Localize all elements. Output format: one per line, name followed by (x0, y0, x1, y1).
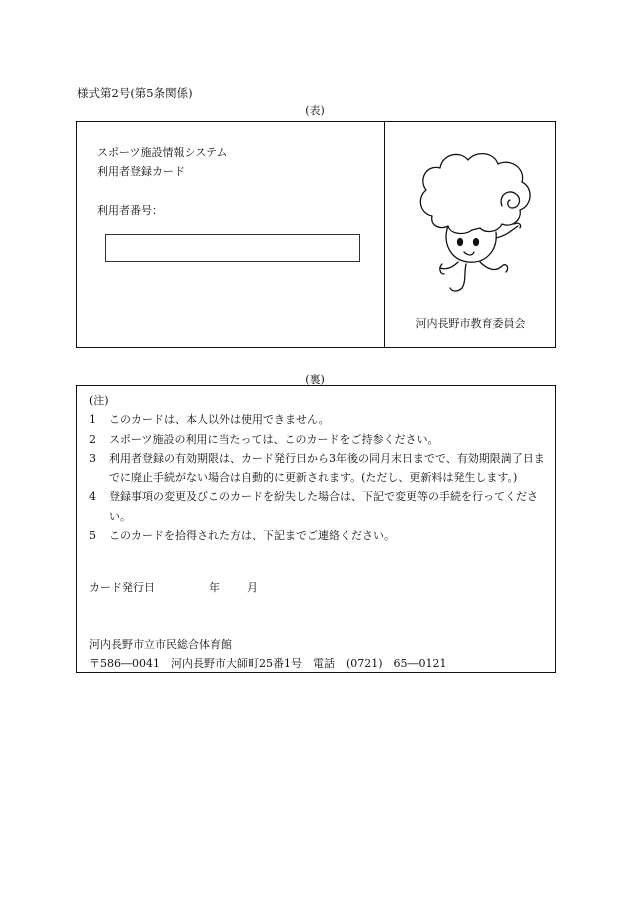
form-number-label: 様式第2号(第5条関係) (77, 86, 193, 100)
note-text: このカードを拾得された方は、下記までご連絡ください。 (109, 529, 395, 543)
note-text: 利用者登録の有効期限は、カード発行日から3年後の同月末日までで、有効期限満了日までに廃止手続がない場合は自動的に更新されます。(ただし、更新料は発生します。) (109, 451, 545, 485)
year-label: 年 (209, 581, 220, 594)
user-number-box (105, 234, 360, 262)
notes-section (89, 391, 549, 545)
note-text: このカードは、本人以外は使用できません。 (109, 413, 330, 427)
notes-heading: (注) (89, 394, 109, 407)
back-side-label: (裏) (305, 373, 325, 386)
user-number-label: 利用者番号： (97, 204, 163, 217)
note-item-4 (89, 487, 549, 526)
note-item-1 (89, 410, 549, 429)
facility-address: 〒586―0041 河内長野市大師町25番1号 電話 (0721) 65―0121 (89, 657, 447, 670)
facility-name: 河内長野市立市民総合体育館 (89, 638, 232, 651)
card-back (76, 385, 556, 673)
front-side-label: (表) (305, 104, 325, 117)
month-label: 月 (247, 581, 258, 594)
card-front (76, 121, 556, 348)
issue-date-label: カード発行日 (89, 581, 155, 594)
issue-date-row (89, 579, 258, 595)
mascot-illustration (402, 146, 542, 296)
system-name: スポーツ施設情報システム (97, 146, 228, 159)
note-number: 5 (89, 529, 96, 543)
note-item-3 (89, 449, 549, 488)
card-front-divider (384, 122, 385, 347)
note-text: スポーツ施設の利用に当たっては、このカードをご持参ください。 (109, 432, 439, 446)
note-item-2 (89, 430, 549, 449)
note-number: 4 (89, 490, 96, 504)
note-text: 登録事項の変更及びこのカードを紛失した場合は、下記で変更等の手続を行ってください。 (109, 490, 538, 523)
note-item-5 (89, 526, 549, 545)
issuer-name: 河内長野市教育委員会 (415, 317, 526, 330)
note-number: 1 (89, 413, 96, 427)
note-number: 2 (89, 432, 96, 446)
card-title: 利用者登録カード (97, 165, 185, 178)
note-number: 3 (89, 451, 96, 465)
